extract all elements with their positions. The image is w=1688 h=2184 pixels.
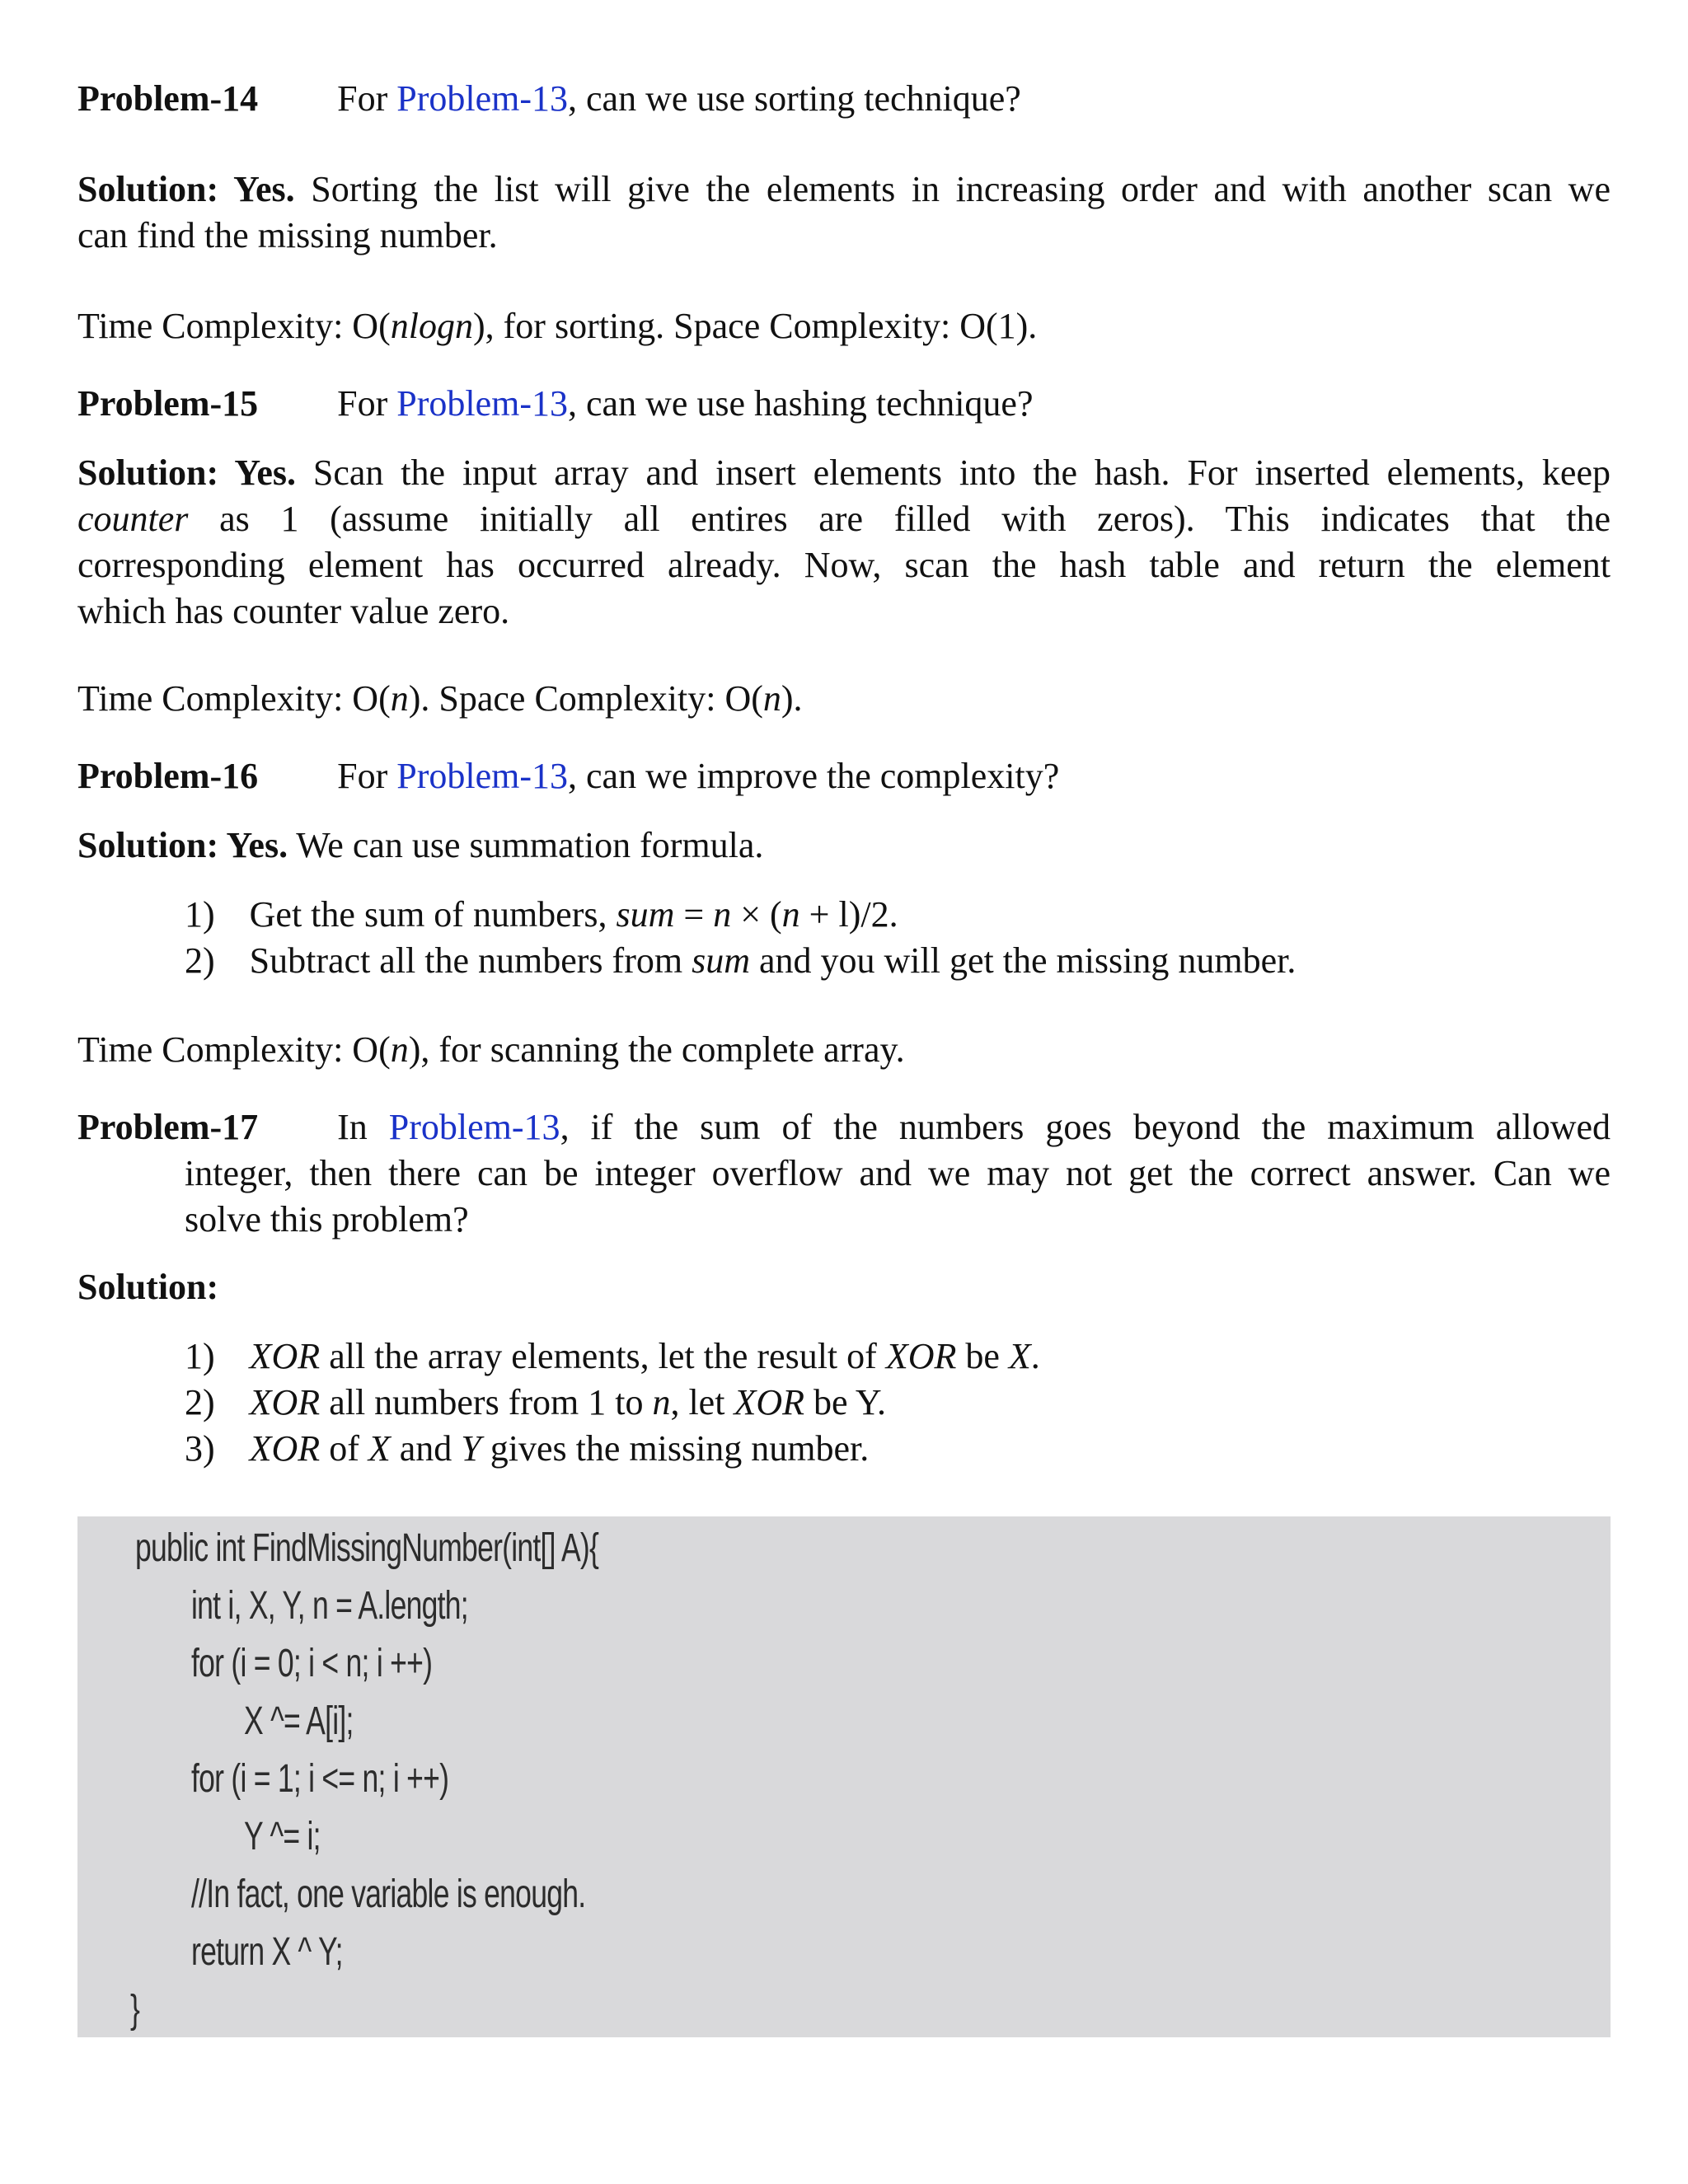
list-text: n (713, 894, 732, 935)
complexity-text: ), for sorting. Space Complexity: O(1). (472, 306, 1038, 346)
problem-label: Problem-16 (77, 756, 259, 796)
complexity-text: Time Complexity: O( (77, 306, 391, 346)
list-number: 1) (185, 894, 215, 935)
list-text: gives the missing number. (481, 1428, 870, 1469)
list-text: and you will get the missing number. (749, 940, 1296, 981)
list-text: × ( (731, 894, 782, 935)
list-text: n (652, 1382, 671, 1422)
code-line: } (130, 1988, 140, 2032)
complexity-text: Time Complexity: O( (77, 678, 391, 719)
list-text: . (1030, 1336, 1040, 1376)
solution-text: counter (77, 499, 189, 539)
problem-text-post: , if the sum of the numbers goes beyond the maximum allowed (560, 1107, 1611, 1147)
solution-text: as 1 (assume initially all entires are filled with zeros). This indicates that the (188, 499, 1611, 539)
list-text: X (368, 1428, 391, 1469)
list-text: of (320, 1428, 368, 1469)
list-text: = (674, 894, 714, 935)
problem-text-pre: For (337, 383, 397, 424)
problem-15-heading (77, 381, 1034, 427)
list-item (185, 1426, 869, 1472)
code-line: for (i = 0; i < n; i ++) (191, 1642, 433, 1685)
list-text: sum (616, 894, 675, 935)
problem-16-solution (77, 823, 763, 869)
solution-label: Solution: (77, 1267, 219, 1307)
code-line: for (i = 1; i <= n; i ++) (191, 1757, 449, 1801)
list-text: , let (670, 1382, 734, 1422)
list-number: 1) (185, 1336, 215, 1376)
problem-text: solve this problem? (185, 1199, 469, 1240)
list-item (185, 892, 898, 938)
problem-13-link[interactable]: Problem-13 (396, 78, 569, 119)
problem-14-complexity (77, 303, 1037, 349)
list-number: 2) (185, 940, 215, 981)
list-number: 3) (185, 1428, 215, 1469)
problem-text-post: , can we use hashing technique? (568, 383, 1034, 424)
solution-text: Scan the input array and insert elements into the hash. For inserted elements, keep (295, 452, 1611, 493)
problem-14-solution (77, 166, 1611, 259)
problem-16-complexity (77, 1027, 905, 1073)
problem-label: Problem-14 (77, 78, 259, 119)
problem-15-solution (77, 450, 1611, 635)
complexity-text: ). Space Complexity: O( (408, 678, 763, 719)
list-number: 2) (185, 1382, 215, 1422)
solution-text: Sorting the list will give the elements in increasing order and with another scan we (294, 169, 1611, 209)
problem-label: Problem-15 (77, 383, 259, 424)
complexity-text: ). (781, 678, 803, 719)
list-item (185, 1380, 886, 1426)
solution-text: We can use summation formula. (288, 825, 764, 865)
solution-label: Solution: Yes. (77, 169, 295, 209)
list-text: XOR (885, 1336, 957, 1376)
problem-17-solution (77, 1264, 218, 1310)
list-text: Subtract all the numbers from (249, 940, 692, 981)
list-text: Y (461, 1428, 481, 1469)
list-text: and (390, 1428, 462, 1469)
list-text: sum (692, 940, 750, 981)
code-line: //In fact, one variable is enough. (191, 1872, 586, 1916)
solution-label: Solution: Yes. (77, 825, 288, 865)
complexity-text: nlogn (390, 306, 473, 346)
problem-text-pre: In (337, 1107, 389, 1147)
problem-text-pre: For (337, 78, 397, 119)
list-text: + l)/2. (799, 894, 898, 935)
list-text: all numbers from 1 to (320, 1382, 653, 1422)
list-text: XOR (249, 1428, 321, 1469)
problem-13-link[interactable]: Problem-13 (388, 1107, 560, 1147)
code-line: X ^= A[i]; (244, 1699, 354, 1743)
list-text: XOR (249, 1382, 321, 1422)
problem-text: integer, then there can be integer overflow and we may not get the correct answer. Can we (185, 1153, 1611, 1193)
list-text: XOR (734, 1382, 804, 1422)
solution-text: which has counter value zero. (77, 591, 510, 631)
code-line: public int FindMissingNumber(int[] A){ (135, 1526, 599, 1570)
complexity-text: n (390, 678, 409, 719)
solution-text: corresponding element has occurred already. Now, scan the hash table and return the element (77, 545, 1611, 585)
problem-text-pre: For (337, 756, 397, 796)
list-text: be (956, 1336, 1009, 1376)
list-text: X (1008, 1336, 1031, 1376)
solution-label: Solution: Yes. (77, 452, 296, 493)
problem-16-heading (77, 753, 1059, 799)
list-text: n (781, 894, 800, 935)
problem-14-heading (77, 76, 1021, 122)
complexity-text: ), for scanning the complete array. (408, 1029, 905, 1070)
code-block (77, 1516, 1611, 2037)
problem-13-link[interactable]: Problem-13 (396, 383, 569, 424)
problem-13-link[interactable]: Problem-13 (396, 756, 569, 796)
code-line: return X ^ Y; (191, 1930, 343, 1974)
list-text: be Y. (804, 1382, 886, 1422)
problem-17-heading (77, 1104, 1611, 1243)
complexity-text: n (762, 678, 781, 719)
problem-text-post: , can we improve the complexity? (568, 756, 1060, 796)
problem-text-post: , can we use sorting technique? (568, 78, 1021, 119)
code-line: int i, X, Y, n = A.length; (191, 1584, 468, 1628)
solution-text: can find the missing number. (77, 215, 498, 255)
list-item (185, 938, 1296, 984)
list-text: all the array elements, let the result of (320, 1336, 886, 1376)
list-item (185, 1333, 1040, 1380)
list-text: Get the sum of numbers, (249, 894, 617, 935)
problem-label: Problem-17 (77, 1107, 259, 1147)
complexity-text: Time Complexity: O( (77, 1029, 391, 1070)
code-line: Y ^= i; (244, 1815, 321, 1858)
complexity-text: n (390, 1029, 409, 1070)
problem-15-complexity (77, 676, 803, 722)
list-text: XOR (249, 1336, 321, 1376)
